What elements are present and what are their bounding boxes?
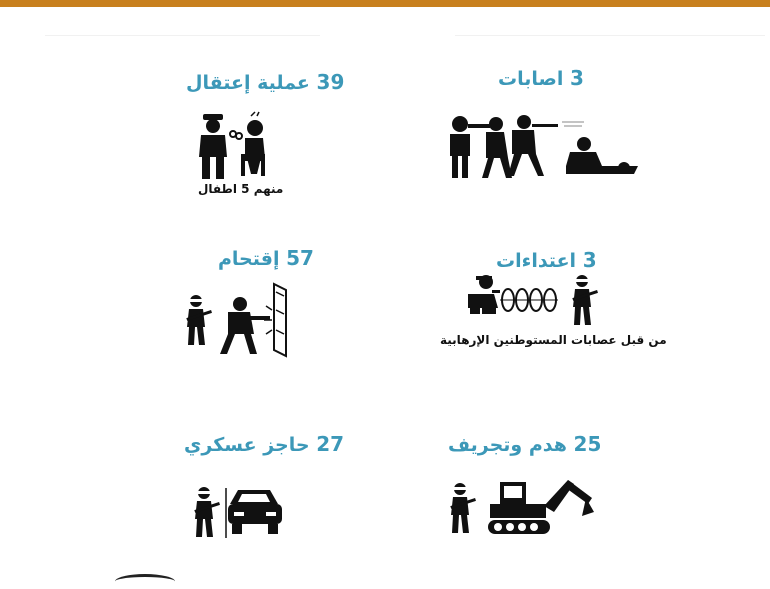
- bottom-decoration: [115, 574, 175, 589]
- barbed-wire-soldier-icon: [464, 272, 614, 332]
- checkpoints-title: [184, 432, 344, 457]
- soldiers-breaking-door-icon: [182, 280, 292, 360]
- raids-count: 57: [286, 246, 314, 270]
- demolitions-title: [448, 432, 601, 457]
- assaults-note: من قبل عصابات المستوطنين الإرهابية: [440, 333, 667, 347]
- arrests-title: [186, 70, 344, 95]
- injuries-title: [498, 66, 584, 91]
- police-arrest-icon: [195, 112, 275, 180]
- demolitions-label: هدم وتجريف: [448, 434, 567, 456]
- divider-right: [455, 35, 765, 36]
- checkpoints-label: حاجز عسكري: [184, 434, 310, 456]
- arrests-note: منهم 5 اطفال: [198, 182, 284, 196]
- arrests-count: 39: [316, 70, 345, 94]
- divider-left: [45, 35, 320, 36]
- top-accent-bar: [0, 0, 770, 7]
- assaults-label: اعتداءات: [496, 250, 577, 272]
- soldier-car-checkpoint-icon: [190, 484, 286, 540]
- raids-label: إقتحام: [218, 248, 280, 270]
- soldier-excavator-icon: [446, 476, 596, 538]
- arrests-label: عملية إعتقال: [186, 72, 310, 94]
- injuries-count: 3: [570, 66, 584, 90]
- assaults-title: [496, 248, 597, 273]
- demolitions-count: 25: [573, 432, 602, 456]
- checkpoints-count: 27: [316, 432, 345, 456]
- raids-title: [218, 246, 314, 271]
- assaults-count: 3: [582, 248, 597, 272]
- soldiers-shooting-icon: [448, 112, 638, 182]
- injuries-label: اصابات: [498, 68, 564, 90]
